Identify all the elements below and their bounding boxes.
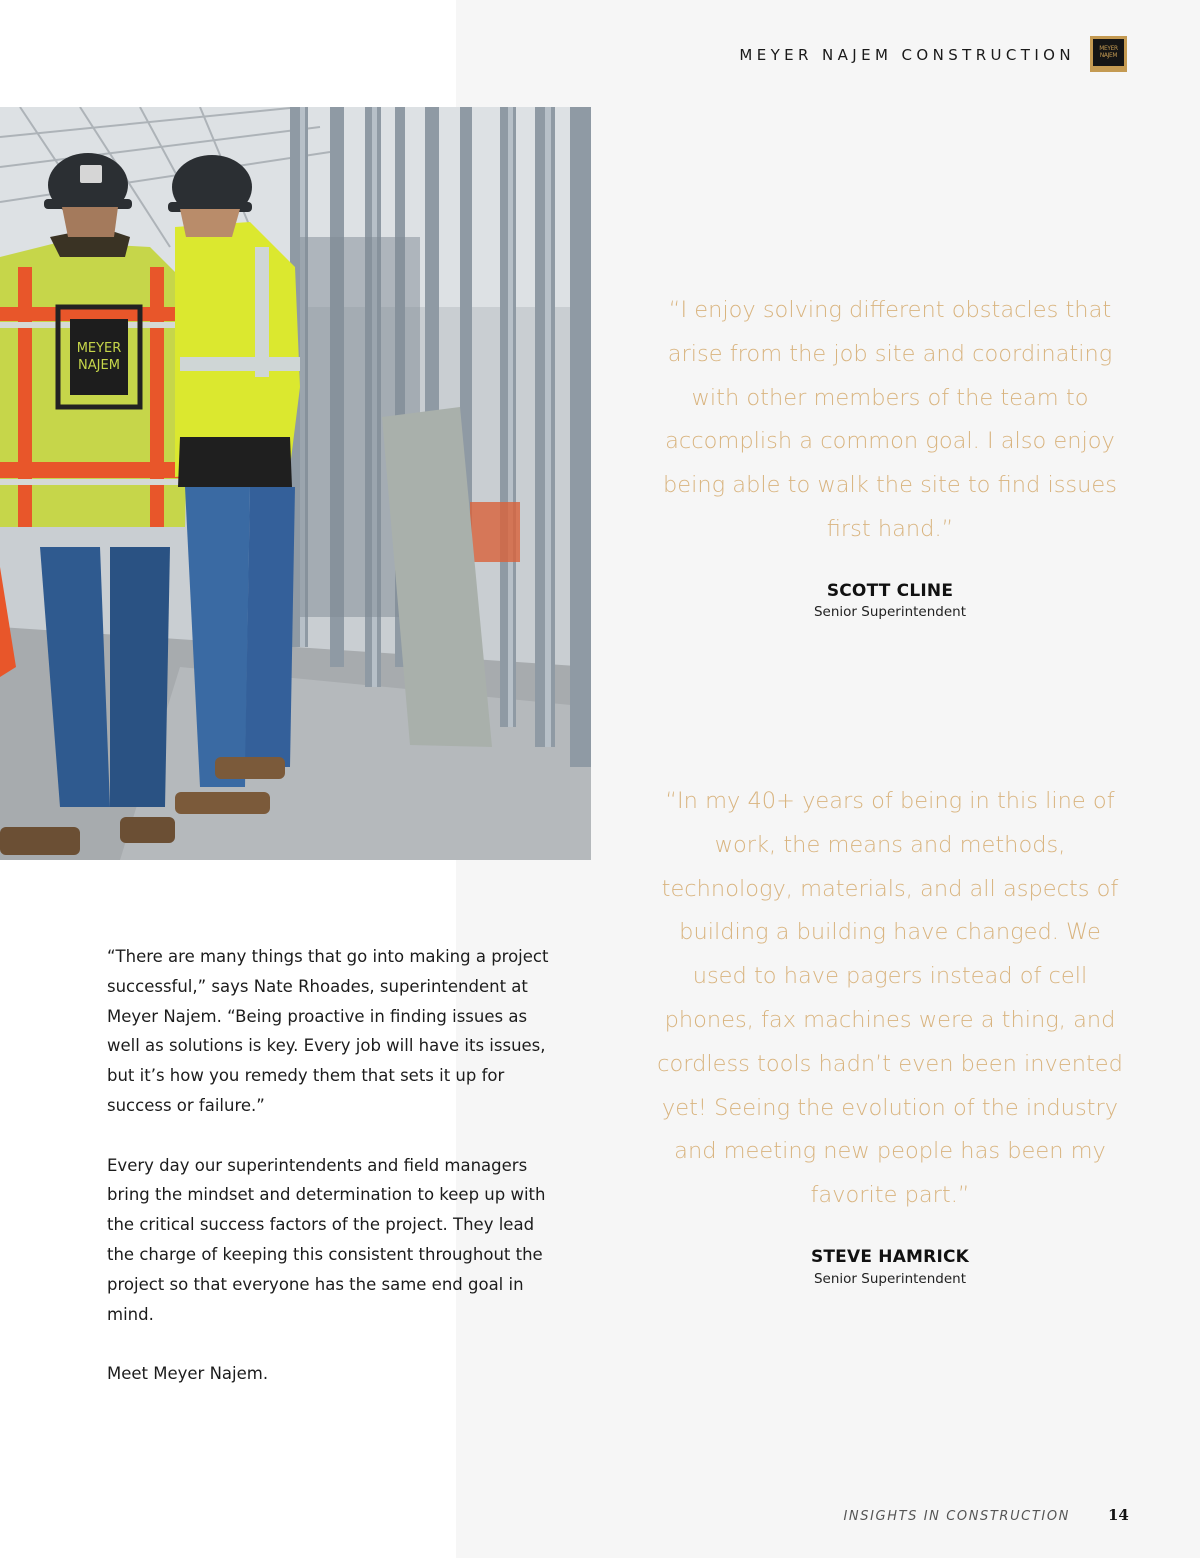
page-number: 14 bbox=[1108, 1506, 1129, 1524]
vest-logo-bottom: NAJEM bbox=[78, 358, 120, 373]
quote-author-name: STEVE HAMRICK bbox=[810, 1247, 970, 1267]
quote-author-role: Senior Superintendent bbox=[813, 604, 967, 620]
quote-author-name: SCOTT CLINE bbox=[826, 581, 954, 601]
body-paragraph: Every day our superintendents and field managers bring the mindset and determination to keep up with the critical success factors of the project. They lead the charge of keeping this consistent throughout the project so that everyone has the same end goal in mind. bbox=[107, 1155, 546, 1324]
logo-text: MEYER NAJEM bbox=[1093, 39, 1124, 66]
quote-scott-cline: “I enjoy solving different obstacles that arise from the job site and coordinating with other members of the team to accomplish a common goal. I also enjoy being able to walk the site to find issues first hand.” bbox=[663, 297, 1117, 542]
company-logo bbox=[1090, 36, 1127, 72]
vest-logo-top: MEYER bbox=[76, 341, 122, 356]
publication-title: INSIGHTS IN CONSTRUCTION bbox=[843, 1509, 1070, 1524]
quote-author-role: Senior Superintendent bbox=[813, 1271, 967, 1287]
quote-steve-hamrick: “In my 40+ years of being in this line of work, the means and methods, technology, materials, and all aspects of building a building have changed. We used to have pagers instead of cell phones, fax machines were a thing, and cordless tools hadn’t even been invented yet! Seeing the evolution of the industry and meeting new people has been my favorite part.” bbox=[657, 788, 1123, 1209]
body-paragraph: “There are many things that go into making a project successful,” says Nate Rhoades, superintendent at Meyer Najem. “Being proactive in finding issues as well as solutions is key. Every job will have its issues, but it’s how you remedy them that sets it up for success or failure.” bbox=[107, 947, 549, 1115]
article-body bbox=[107, 942, 557, 1419]
construction-site-photo bbox=[0, 107, 591, 860]
brand-name: MEYER NAJEM CONSTRUCTION bbox=[739, 46, 1075, 64]
body-paragraph: Meet Meyer Najem. bbox=[107, 1364, 269, 1384]
